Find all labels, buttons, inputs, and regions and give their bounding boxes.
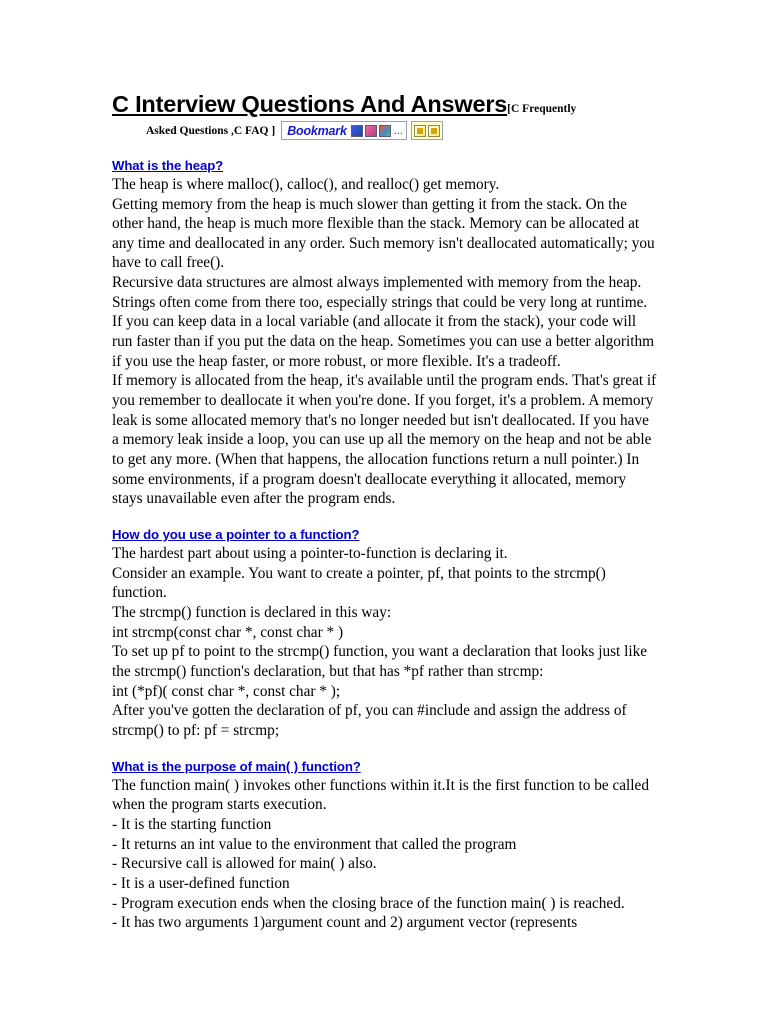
answer-paragraph: The strcmp() function is declared in this way: — [112, 603, 392, 621]
answer-paragraph: Recursive data structures are almost always implemented with memory from the heap. Strings often come from there too, especially strings that could be very long at runtime. If you can keep data in a local variable (and allocate it from the stack), your code will run faster than if you put the data on the heap. Sometimes you can use a better algorithm if you use the heap faster, or more robust, or more flexible. It's a tradeoff. — [112, 274, 655, 370]
bookmark-stars-widget[interactable] — [411, 121, 443, 140]
answer-code-line: int strcmp(const char *, const char * ) — [112, 623, 344, 641]
qa-section — [112, 527, 657, 741]
bookmark-star-icon[interactable] — [414, 125, 426, 137]
answer-paragraph: The hardest part about using a pointer-to-function is declaring it. — [112, 545, 508, 562]
answer-bullet: - Recursive call is allowed for main( ) also. — [112, 855, 377, 873]
qa-section — [112, 158, 657, 509]
answer-bullet: - It is a user-defined function — [112, 874, 290, 892]
answer-bullet: - It returns an int value to the environment that called the program — [112, 835, 517, 853]
share-icon-multi[interactable] — [379, 125, 391, 137]
bookmark-star-icon[interactable] — [428, 125, 440, 137]
document-title-suffix-2: Asked Questions ,C FAQ ] — [146, 124, 276, 137]
document-title: C Interview Questions And Answers — [112, 91, 508, 117]
answer-paragraph: Consider an example. You want to create a pointer, pf, that points to the strcmp() function. — [112, 564, 606, 602]
share-icon-group[interactable] — [351, 125, 404, 137]
share-icon-pink[interactable] — [365, 125, 377, 137]
answer-bullet: - Program execution ends when the closing brace of the function main( ) is reached. — [112, 894, 625, 912]
more-icon[interactable]: ... — [393, 124, 403, 137]
answer-bullet: - It is the starting function — [112, 815, 272, 833]
answer-paragraph: If memory is allocated from the heap, it's available until the program ends. That's great if you remember to deallocate it when you're done. If you forget, it's a problem. A memory leak is some allocated memory that's no longer needed but isn't deallocated. If you have a memory leak inside a loop, you can use up all the memory on the heap and not be able to get any more. (When that happens, the allocation functions return a null pointer.) In some environments, if a program doesn't deallocate everything it allocated, memory stays unavailable even after the program ends. — [112, 372, 657, 508]
answer-paragraph: After you've gotten the declaration of pf, you can #include and assign the address of strcmp() to pf: pf = strcmp; — [112, 702, 627, 739]
question-heading[interactable]: What is the purpose of main( ) function? — [112, 758, 361, 774]
page-title — [112, 92, 657, 118]
share-icon-blue[interactable] — [351, 125, 363, 137]
bookmark-label: Bookmark — [287, 123, 347, 138]
answer-bullet: - It has two arguments 1)argument count and 2) argument vector (represents — [112, 914, 578, 932]
document-content — [112, 92, 657, 933]
question-heading[interactable]: What is the heap? — [112, 157, 224, 173]
qa-section — [112, 759, 657, 933]
bookmark-row — [112, 122, 657, 140]
answer-paragraph: Getting memory from the heap is much slower than getting it from the stack. On the other hand, the heap is much more flexible than the stack. Memory can be allocated at any time and deallocated in any order. Such memory isn't deallocated automatically; you have to call free(). — [112, 195, 655, 272]
answer-paragraph: To set up pf to point to the strcmp() function, you want a declaration that looks just like the strcmp() function's declaration, but that has *pf rather than strcmp: — [112, 643, 648, 680]
answer-code-line: int (*pf)( const char *, const char * ); — [112, 682, 341, 700]
answer-paragraph: The function main( ) invokes other functions within it.It is the first function to be called when the program starts execution. — [112, 776, 649, 814]
document-title-suffix: [C Frequently — [507, 103, 577, 115]
bookmark-button[interactable] — [281, 121, 407, 140]
answer-paragraph: The heap is where malloc(), calloc(), and realloc() get memory. — [112, 175, 500, 193]
question-heading[interactable]: How do you use a pointer to a function? — [112, 527, 360, 542]
